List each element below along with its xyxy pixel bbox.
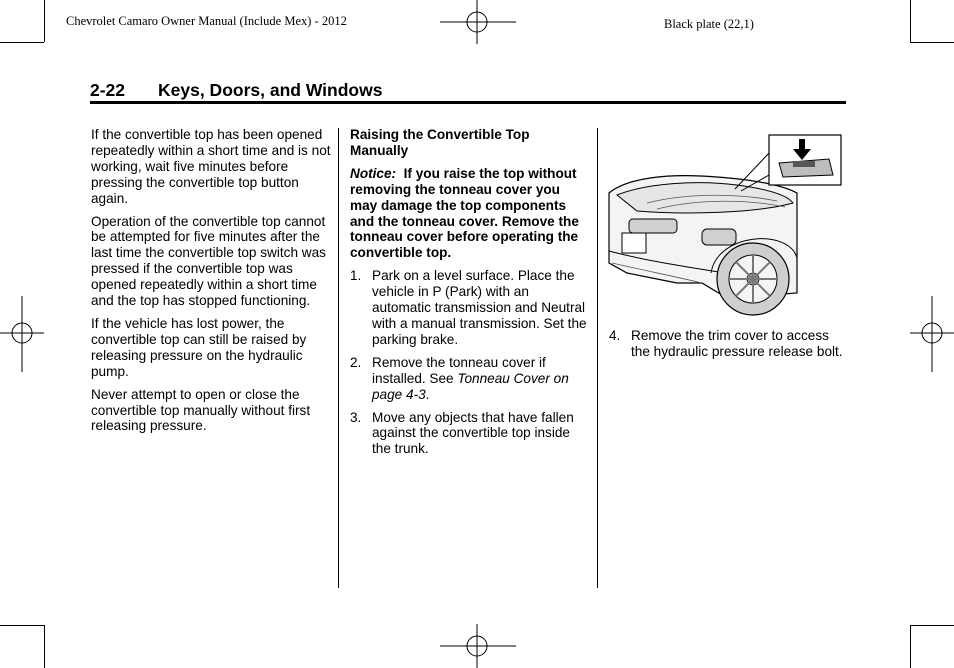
car-trunk-illustration-icon: [607, 133, 843, 318]
registration-mark-bottom-icon: [440, 624, 516, 668]
column-divider: [597, 128, 598, 588]
section-number: 2-22: [90, 80, 126, 100]
notice-text: If you raise the top without removing the tonneau cover you may damage the top components and the tonneau cover. Remove the tonneau cover before operating the convertible top.: [350, 165, 579, 261]
step-text: Park on a level surface. Place the vehicle in P (Park) with an automatic transmission and Neutral with a manual transmission. Set the parking brake.: [372, 268, 587, 347]
step-number: 2.: [350, 354, 362, 370]
paragraph: Operation of the convertible top cannot be attempted for five minutes after the last time the convertible top switch was pressed if the convertible top was opened repeatedly within a short time and the top has stopped functioning.: [91, 213, 326, 309]
step-number: 4.: [609, 328, 621, 343]
section-heading: [90, 80, 382, 101]
column-3: [609, 328, 849, 367]
step-text: Move any objects that have fallen against the convertible top inside the trunk.: [372, 409, 574, 457]
section-title: Keys, Doors, and Windows: [158, 80, 383, 100]
step-text: Remove the tonneau cover if installed. See: [372, 354, 546, 386]
step-text-end: .: [425, 386, 430, 402]
column-divider: [338, 128, 339, 588]
list-item: [609, 328, 849, 360]
list-item: [350, 410, 590, 458]
manual-title: Chevrolet Camaro Owner Manual (Include Mex) - 2012: [66, 14, 347, 28]
paragraph: If the convertible top has been opened repeatedly within a short time and is not working, wait five minutes before pressing the convertible top button again.: [91, 127, 331, 206]
registration-mark-left-icon: [0, 296, 44, 372]
list-item: [350, 268, 590, 348]
step-list: [350, 268, 590, 457]
column-1: [91, 127, 331, 441]
paragraph: If the vehicle has lost power, the convertible top can still be raised by releasing pressure on the hydraulic pump.: [91, 315, 307, 379]
registration-mark-right-icon: [910, 296, 954, 372]
step-number: 3.: [350, 409, 362, 425]
step-list: [609, 328, 849, 360]
notice: [350, 166, 590, 261]
paragraph: Never attempt to open or close the convertible top manually without first releasing pressure.: [91, 386, 311, 434]
column-2: [350, 127, 590, 464]
subsection-heading: Raising the Convertible Top Manually: [350, 127, 530, 158]
notice-label: Notice:: [350, 165, 397, 181]
cross-reference-link[interactable]: Tonneau Cover on page 4-3: [372, 370, 569, 402]
step-number: 1.: [350, 268, 362, 284]
registration-mark-top-icon: [440, 0, 516, 44]
step-text: Remove the trim cover to access the hydraulic pressure release bolt.: [631, 328, 843, 359]
title-rule: [90, 101, 846, 104]
list-item: [350, 355, 590, 403]
plate-label: Black plate (22,1): [664, 17, 754, 31]
